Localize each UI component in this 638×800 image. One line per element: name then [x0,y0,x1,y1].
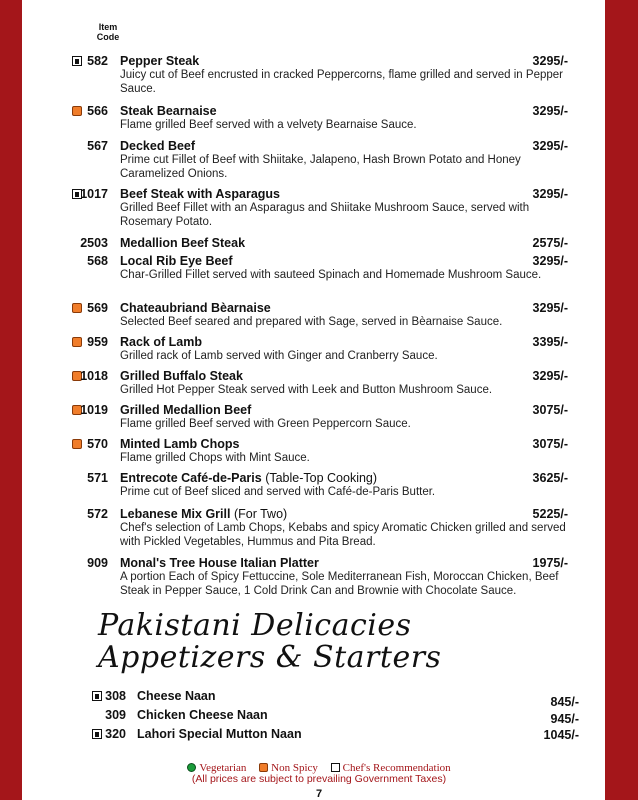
item-name [120,301,271,315]
menu-item [68,507,568,549]
item-code: 571 [87,471,108,485]
item-code: 1017 [80,187,108,201]
item-description: Prime cut of Beef sliced and served with Café-de-Paris Butter. [120,486,436,498]
item-code: 909 [87,556,108,570]
item-name: Chicken Cheese Naan [137,708,268,722]
item-name [120,556,319,570]
item-price: 3295/- [532,54,568,68]
item-name [120,507,287,521]
menu-item [68,187,568,229]
item-price: 3075/- [532,403,568,417]
item-description: Juicy cut of Beef encrusted in cracked Peppercorns, flame grilled and served in Pepper Sauce. [120,69,563,95]
item-description: Chef's selection of Lamb Chops, Kebabs and spicy Aromatic Chicken grilled and served with Pickled Vegetables, Hummus and Pita Bread. [120,522,566,548]
item-price: 3625/- [532,471,568,485]
item-code: 570 [87,437,108,451]
pakistani-menu-item [88,689,580,705]
menu-item-header [68,236,568,251]
item-name [120,254,233,268]
item-name-text: Grilled Medallion Beef [120,403,252,417]
item-name-text: Steak Bearnaise [120,104,217,118]
item-note: (For Two) [230,507,288,521]
pakistani-menu-item [88,727,580,743]
item-name [120,335,202,349]
item-price: 1975/- [532,556,568,570]
menu-item [68,335,568,364]
menu-item-header [68,403,568,418]
item-name [120,139,195,153]
tax-note: (All prices are subject to prevailing Government Taxes) [191,773,447,785]
item-price: 2575/- [532,236,568,250]
item-code-header [78,22,138,42]
item-price: 3295/- [532,104,568,118]
item-code: 566 [87,104,108,118]
menu-item-header [68,556,568,571]
menu-item [68,437,568,466]
menu-item [68,556,568,598]
menu-item [68,254,568,283]
item-description: Prime cut Fillet of Beef with Shiitake, Jalapeno, Hash Brown Potato and Honey Caramelized Onions. [120,154,521,180]
item-name-text: Local Rib Eye Beef [120,254,233,268]
menu-item-header [68,301,568,316]
menu-item-header [68,335,568,350]
menu-item [68,403,568,432]
item-description: A portion Each of Spicy Fettuccine, Sole Mediterranean Fish, Moroccan Chicken, Beef Steak in Pepper Sauce, 1 Cold Drink Can and Brownie with Chocolate Sauce. [120,571,559,597]
item-code: 309 [105,708,126,722]
nonspicy-icon [259,763,268,772]
item-description: Grilled Hot Pepper Steak served with Leek and Button Mushroom Sauce. [120,384,493,396]
menu-item-header [68,369,568,384]
item-name-text: Rack of Lamb [120,335,202,349]
menu-item [68,54,568,96]
veg-icon [187,763,196,772]
item-name [120,54,199,68]
chef-icon [331,763,340,772]
menu-item-header [68,104,568,119]
menu-item-header [68,187,568,202]
item-price: 845/- [550,695,579,709]
item-code: 582 [87,54,108,68]
item-price: 3295/- [532,139,568,153]
item-note: (Table-Top Cooking) [261,471,378,485]
item-name-text: Pepper Steak [120,54,200,68]
item-code: 568 [87,254,108,268]
page-number: 7 [315,788,323,800]
item-name: Cheese Naan [137,689,216,703]
legend-veg-label: Vegetarian [199,762,247,774]
section-title-appetizers: Appetizers & Starters [98,640,442,675]
section-title-pakistani: Pakistani Delicacies [98,608,412,643]
item-code: 308 [105,689,126,703]
item-name [120,369,243,383]
item-code: 1018 [80,369,108,383]
item-name [120,403,251,417]
item-price: 5225/- [532,507,568,521]
pakistani-menu-item [88,708,580,724]
item-name [120,236,245,250]
item-description: Grilled Beef Fillet with an Asparagus and Shiitake Mushroom Sauce, served with Rosemary Potato. [120,202,530,228]
menu-item [68,369,568,398]
item-price: 3075/- [532,437,568,451]
menu-item [68,104,568,133]
item-description: Flame grilled Beef served with Green Peppercorn Sauce. [120,418,411,430]
item-name-text: Chateaubriand Bèarnaise [120,301,271,315]
item-code: 320 [105,727,126,741]
item-code: 959 [87,335,108,349]
item-code: 569 [87,301,108,315]
legend-nonspicy-label: Non Spicy [271,762,318,774]
item-name-text: Entrecote Café-de-Paris [120,471,262,485]
menu-item [68,301,568,330]
item-code: 2503 [80,236,108,250]
menu-item-header [68,54,568,69]
item-price: 3295/- [532,369,568,383]
item-name [120,104,217,118]
menu-item [68,139,568,181]
item-price: 3395/- [532,335,568,349]
item-code-header-line2: Code [96,32,120,42]
menu-item [68,236,568,251]
item-code-header-line1: Item [98,22,118,32]
legend-chef-label: Chef's Recommendation [342,762,451,774]
item-description: Grilled rack of Lamb served with Ginger and Cranberry Sauce. [120,350,438,362]
item-name-text: Grilled Buffalo Steak [120,369,243,383]
item-code: 567 [87,139,108,153]
item-name-text: Monal's Tree House Italian Platter [120,556,319,570]
item-name [120,471,377,485]
item-name-text: Decked Beef [120,139,196,153]
item-name-text: Lebanese Mix Grill [120,507,231,521]
left-border [0,0,22,800]
item-description: Char-Grilled Fillet served with sauteed Spinach and Homemade Mushroom Sauce. [120,269,542,281]
item-price: 3295/- [532,254,568,268]
item-price: 3295/- [532,301,568,315]
item-price: 1045/- [543,728,579,742]
item-code: 572 [87,507,108,521]
item-description: Selected Beef seared and prepared with Sage, served in Bèarnaise Sauce. [120,316,503,328]
menu-item-header [68,507,568,522]
item-name-text: Minted Lamb Chops [120,437,240,451]
item-price: 945/- [550,712,579,726]
item-name-text: Beef Steak with Asparagus [120,187,281,201]
item-code: 1019 [80,403,108,417]
item-name [120,437,239,451]
item-price: 3295/- [532,187,568,201]
menu-item-header [68,437,568,452]
menu-item-header [68,254,568,269]
item-description: Flame grilled Chops with Mint Sauce. [120,452,310,464]
menu-item-header [68,139,568,154]
menu-item-header [68,471,568,486]
item-description: Flame grilled Beef served with a velvety Bearnaise Sauce. [120,119,417,131]
item-name-text: Medallion Beef Steak [120,236,246,250]
menu-item [68,471,568,500]
item-name: Lahori Special Mutton Naan [137,727,302,741]
right-border [605,0,638,800]
item-name [120,187,280,201]
